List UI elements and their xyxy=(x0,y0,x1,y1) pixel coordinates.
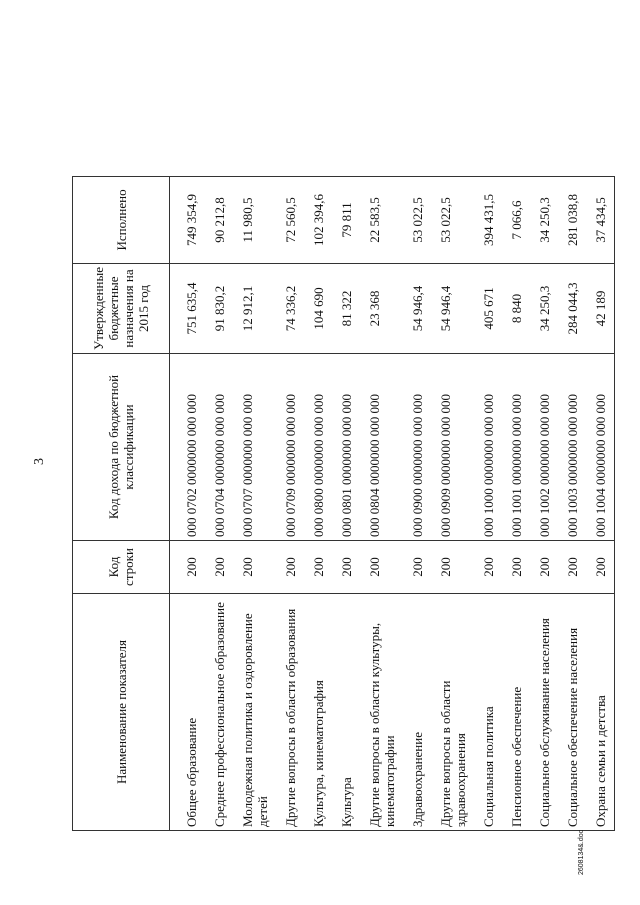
cell-approved: 405 671 xyxy=(474,263,502,353)
cell-code: 000 1001 0000000 000 000 xyxy=(502,354,530,541)
cell-code: 000 0704 0000000 000 000 xyxy=(205,354,233,541)
cell-name: Молодежная политика и оздоровление детей xyxy=(233,594,276,831)
cell-executed: 102 394,6 xyxy=(304,176,332,263)
cell-code: 000 0702 0000000 000 000 xyxy=(170,354,206,541)
cell-line: 200 xyxy=(403,541,431,594)
cell-approved: 54 946,4 xyxy=(403,263,431,353)
cell-executed: 281 038,8 xyxy=(558,176,586,263)
header-approved-budget: Утвержденные бюджетные назначения на 2015 год xyxy=(73,263,170,353)
cell-name: Среднее профессиональное образование xyxy=(205,594,233,831)
page-number: 3 xyxy=(32,458,47,465)
cell-executed: 79 811 xyxy=(332,176,360,263)
table-row xyxy=(502,176,530,830)
header-line-code: Код строки xyxy=(73,541,170,594)
cell-name: Социальная политика xyxy=(474,594,502,831)
cell-name: Другие вопросы в области здравоохранения xyxy=(431,594,474,831)
cell-approved: 104 690 xyxy=(304,263,332,353)
rotated-document-page xyxy=(30,75,608,875)
cell-line: 200 xyxy=(332,541,360,594)
cell-name: Культура, кинематография xyxy=(304,594,332,831)
cell-name: Культура xyxy=(332,594,360,831)
cell-code: 000 0707 0000000 000 000 xyxy=(233,354,276,541)
cell-code: 000 1003 0000000 000 000 xyxy=(558,354,586,541)
table-row xyxy=(233,176,276,830)
cell-approved: 23 368 xyxy=(360,263,403,353)
cell-line: 200 xyxy=(233,541,276,594)
table-row xyxy=(276,176,304,830)
cell-approved: 12 912,1 xyxy=(233,263,276,353)
cell-executed: 72 560,5 xyxy=(276,176,304,263)
cell-executed: 11 980,5 xyxy=(233,176,276,263)
cell-code: 000 0909 0000000 000 000 xyxy=(431,354,474,541)
cell-executed: 53 022,5 xyxy=(403,176,431,263)
table-row xyxy=(586,176,615,830)
cell-line: 200 xyxy=(530,541,558,594)
cell-approved: 42 189 xyxy=(586,263,615,353)
cell-code: 000 0800 0000000 000 000 xyxy=(304,354,332,541)
cell-approved: 284 044,3 xyxy=(558,263,586,353)
cell-line: 200 xyxy=(170,541,206,594)
cell-code: 000 0709 0000000 000 000 xyxy=(276,354,304,541)
cell-code: 000 0804 0000000 000 000 xyxy=(360,354,403,541)
cell-approved: 91 830,2 xyxy=(205,263,233,353)
cell-name: Другие вопросы в области культуры, кинематографии xyxy=(360,594,403,831)
table-row xyxy=(332,176,360,830)
cell-executed: 53 022,5 xyxy=(431,176,474,263)
cell-line: 200 xyxy=(431,541,474,594)
cell-approved: 34 250,3 xyxy=(530,263,558,353)
cell-name: Охрана семьи и детства xyxy=(586,594,615,831)
table-row xyxy=(530,176,558,830)
cell-code: 000 1000 0000000 000 000 xyxy=(474,354,502,541)
table-row xyxy=(403,176,431,830)
cell-executed: 22 583,5 xyxy=(360,176,403,263)
cell-code: 000 0801 0000000 000 000 xyxy=(332,354,360,541)
cell-line: 200 xyxy=(502,541,530,594)
cell-code: 000 1002 0000000 000 000 xyxy=(530,354,558,541)
cell-executed: 90 212,8 xyxy=(205,176,233,263)
table-row xyxy=(474,176,502,830)
table-row xyxy=(360,176,403,830)
cell-line: 200 xyxy=(558,541,586,594)
table-header-row xyxy=(73,176,170,830)
table-row xyxy=(431,176,474,830)
cell-name: Общее образование xyxy=(170,594,206,831)
cell-name: Здравоохранение xyxy=(403,594,431,831)
cell-name: Пенсионное обеспечение xyxy=(502,594,530,831)
cell-executed: 37 434,5 xyxy=(586,176,615,263)
cell-approved: 54 946,4 xyxy=(431,263,474,353)
cell-line: 200 xyxy=(360,541,403,594)
table-row xyxy=(304,176,332,830)
table-body xyxy=(170,176,615,830)
cell-line: 200 xyxy=(586,541,615,594)
cell-name: Социальное обеспечение населения xyxy=(558,594,586,831)
table-row xyxy=(170,176,206,830)
cell-line: 200 xyxy=(304,541,332,594)
cell-approved: 74 336,2 xyxy=(276,263,304,353)
header-executed: Исполнено xyxy=(73,176,170,263)
cell-code: 000 1004 0000000 000 000 xyxy=(586,354,615,541)
cell-executed: 34 250,3 xyxy=(530,176,558,263)
cell-line: 200 xyxy=(474,541,502,594)
budget-execution-table xyxy=(72,176,615,831)
table-row xyxy=(558,176,586,830)
cell-code: 000 0900 0000000 000 000 xyxy=(403,354,431,541)
table-row xyxy=(205,176,233,830)
header-income-code: Код дохода по бюджетной классификации xyxy=(73,354,170,541)
cell-approved: 751 635,4 xyxy=(170,263,206,353)
cell-executed: 394 431,5 xyxy=(474,176,502,263)
cell-executed: 749 354,9 xyxy=(170,176,206,263)
cell-approved: 81 322 xyxy=(332,263,360,353)
cell-line: 200 xyxy=(276,541,304,594)
header-indicator-name: Наименование показателя xyxy=(73,594,170,831)
cell-name: Социальное обслуживание населения xyxy=(530,594,558,831)
cell-executed: 7 066,6 xyxy=(502,176,530,263)
cell-approved: 8 840 xyxy=(502,263,530,353)
cell-name: Другие вопросы в области образования xyxy=(276,594,304,831)
file-name-footer: 2608134&.doc xyxy=(578,829,585,875)
cell-line: 200 xyxy=(205,541,233,594)
